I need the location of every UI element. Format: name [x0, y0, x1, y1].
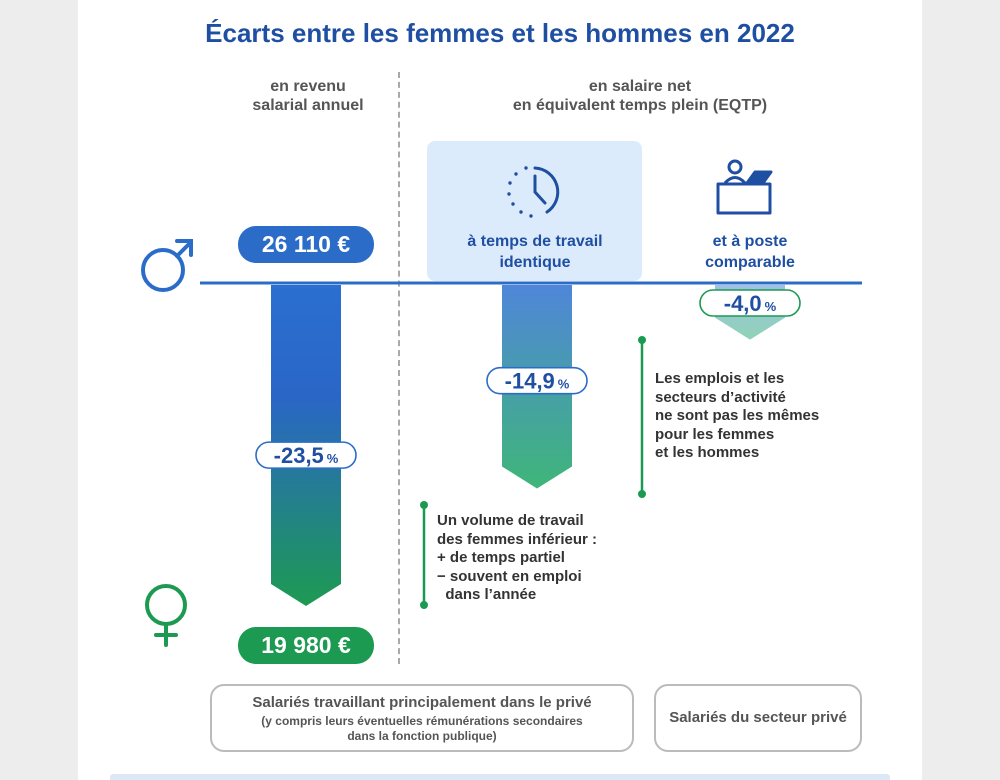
note-volume-line5: dans l’année	[437, 586, 537, 603]
data-label-comparable-job-gap	[700, 290, 800, 316]
note-volume-line2: des femmes inférieur :	[437, 530, 598, 548]
data-label-identical-time-gap	[487, 368, 587, 394]
data-label-income-gap	[256, 442, 356, 468]
clock-icon	[507, 166, 557, 217]
population-box-private-main	[210, 684, 634, 752]
header-income-line2: salarial annuel	[252, 97, 364, 114]
population-box-private-sector	[654, 684, 862, 752]
note-jobs-line2: secteurs d’activité	[655, 388, 786, 406]
population-box-private-main-note-line2: dans la fonction publique)	[347, 729, 497, 743]
header-income-line1: en revenu	[270, 78, 346, 95]
note-bracket-jobs	[638, 336, 646, 498]
note-volume	[437, 512, 597, 605]
note-jobs-line4: pour les femmes	[655, 425, 775, 443]
female-income-pill: 19 980 €	[238, 627, 374, 664]
condition-identical-time-line2: identique	[499, 254, 571, 271]
data-label-text: -4,0 %	[723, 291, 777, 316]
condition-comparable-job-line1: et à poste	[712, 233, 788, 250]
note-jobs-line3: ne sont pas les mêmes	[655, 407, 820, 424]
condition-comparable-job-line2: comparable	[705, 254, 795, 271]
population-box-private-main-note-line1: (y compris leurs éventuelles rémunérations secondaires	[261, 714, 583, 728]
header-salary-line1: en salaire net	[588, 78, 692, 95]
male-income-pill: 26 110 €	[238, 226, 374, 263]
male-symbol-icon	[143, 241, 191, 290]
note-jobs-line1: Les emplois et les	[655, 370, 785, 387]
note-jobs-line5: et les hommes	[655, 444, 760, 461]
condition-identical-time-line1: à temps de travail	[467, 233, 603, 250]
desk-worker-icon	[718, 161, 771, 213]
note-volume-line4: − souvent en emploi	[437, 567, 582, 585]
data-label-text: -23,5 %	[273, 443, 339, 469]
note-bracket-volume	[420, 501, 428, 609]
data-label-text: -14,9 %	[504, 368, 570, 394]
infographic-title: Écarts entre les femmes et les hommes en 2022	[205, 18, 795, 48]
header-salary-line2: en équivalent temps plein (EQTP)	[512, 97, 768, 114]
female-symbol-icon	[147, 586, 185, 645]
note-jobs	[655, 370, 819, 463]
note-volume-line1: Un volume de travail	[437, 512, 584, 529]
note-volume-line3: + de temps partiel	[437, 549, 565, 566]
population-box-private-main-title: Salariés travaillant principalement dans le privé	[252, 694, 592, 711]
population-box-private-sector-label: Salariés du secteur privé	[669, 709, 847, 726]
